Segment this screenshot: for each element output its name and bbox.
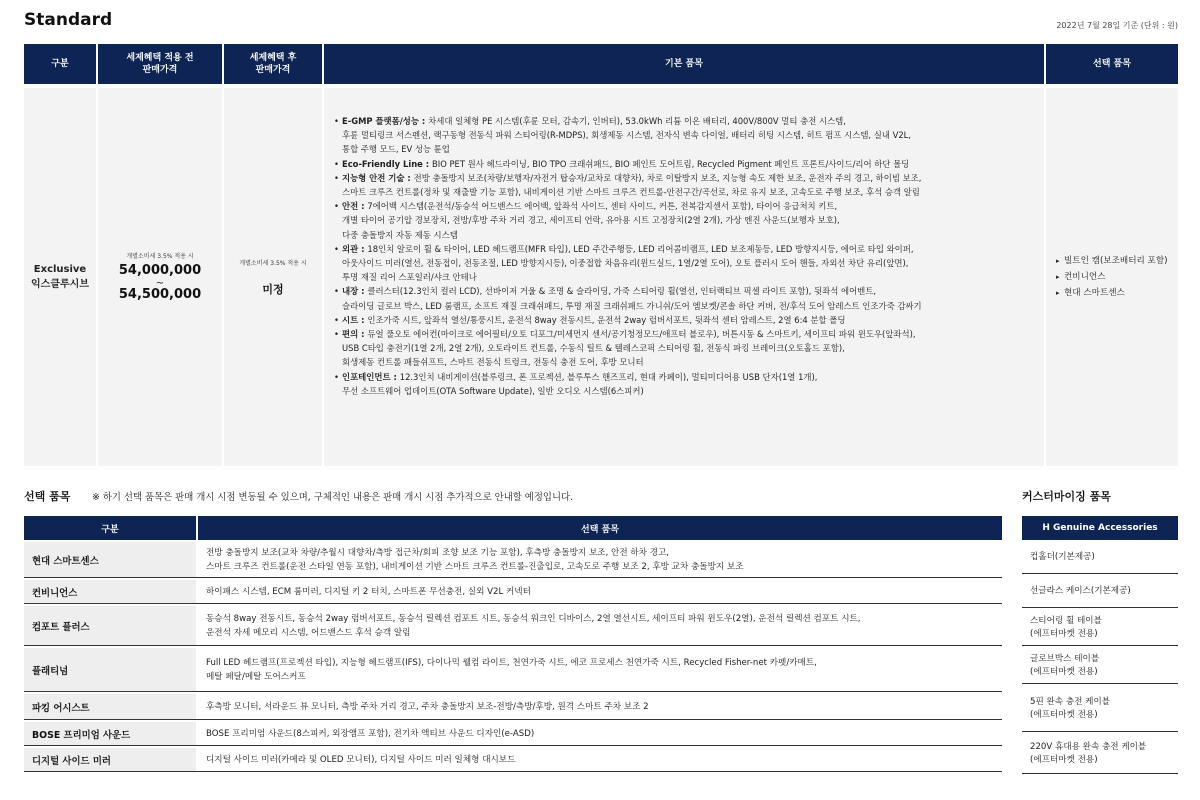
feature-safety: • 안전 : 7에어백 시스템(운전석/동승석 어드밴스드 에어백, 앞좌석 사이드, 센터 사이드, 커튼, 전복감지센서 포함), 타이어 응급처치 키트, 개별 타이어 공기압 경보장치, 전방/후방 주차 거리 경고, 세이프티 언락, 유아용 시트 고정장치(2열 2개), 가상 엔진 사운드(보행자 보호), 다중 충돌방지 자동 제동 시스템 — [334, 201, 840, 240]
header-basic-items: 기본 품목 — [324, 44, 1044, 84]
row-desc: Full LED 헤드램프(프로젝션 타입), 지능형 헤드램프(IFS), 다이나믹 웰컴 라이트, 천연가죽 시트, 에코 프로세스 천연가죽 시트, Recycled Fisher-net 카펫/카매트, 메탈 페달/메탈 도어스커프 — [206, 657, 817, 682]
row-desc: BOSE 프리미엄 사운드(8스피커, 외장앰프 포함), 전기차 액티브 사운드 디자인(e-ASD) — [206, 728, 535, 739]
options-cell — [1046, 88, 1178, 466]
list-item: 5핀 완속 충전 케이블 (에프터마켓 전용) — [1022, 686, 1178, 732]
feature-egmp: • E-GMP 플랫폼/성능 : 차세대 일체형 PE 시스템(후륜 모터, 감속기, 인버터), 53.0kWh 리튬 이온 배터리, 400V/800V 멀티 충전 시스템, 후륜 멀티링크 서스펜션, 랙구동형 전동식 파워 스티어링(R-MDPS), 회생제동 시스템, 전자식 변속 다이얼, 배터리 히팅 시스템, 히트 펌프 시스템, 실내 V2L, 통합 주행 모드, EV 성능 튠업 — [334, 116, 911, 155]
header-price-after-line2: 판매가격 — [255, 65, 291, 75]
selection-title: 선택 품목 — [24, 490, 71, 503]
feature-interior: • 내장 : 클러스터(12.3인치 컬러 LCD), 선바이저 거울 & 조명 & 슬라이딩, 가죽 스티어링 휠(열선, 인터랙티브 픽셀 라이트 포함), 뒷좌석 에어벤트, 슬라이딩 글로브 박스, LED 룸램프, 소프트 재질 크래쉬패드, 투명 재질 크래쉬패드 가니쉬/도어 엠보켓/콘솔 하단 커버, 전/후석 도어 암레스트 인조가죽 감싸기 — [334, 286, 922, 311]
table-row — [24, 722, 1002, 746]
customizing-header: H Genuine Accessories — [1022, 516, 1178, 540]
header-price-before-line2: 판매가격 — [142, 65, 178, 75]
row-name: 컨비니언스 — [24, 580, 196, 603]
table-row — [24, 748, 1002, 772]
price-before-low: 54,000,000 — [118, 263, 202, 279]
selection-note: ※ 하기 선택 품목은 판매 개시 시점 변동될 수 있으며, 구체적인 내용은 판매 개시 시점 추가적으로 안내할 예정입니다. — [92, 492, 574, 503]
row-name: 현대 스마트센스 — [24, 542, 196, 577]
header-price-after — [224, 44, 322, 84]
feature-eco: • Eco-Friendly Line : BIO PET 원사 헤드라이닝, BIO TPO 크래쉬패드, BIO 페인트 도어트림, Recycled Pigment 페인트 프론트/사이드/리어 하단 몰딩 — [334, 158, 910, 169]
trim-price-table — [24, 44, 1178, 468]
list-item: 스티어링 휠 테이블 (에프터마켓 전용) — [1022, 610, 1178, 646]
header-options: 선택 품목 — [1046, 44, 1178, 84]
price-after-note: 개별소비세 3.5% 적용 시 — [239, 259, 307, 267]
page-title: Standard — [24, 10, 113, 30]
basic-features-cell — [324, 88, 1044, 466]
table-row — [24, 648, 1002, 692]
list-item: 글로브박스 테이블 (에프터마켓 전용) — [1022, 648, 1178, 684]
price-before-cell — [98, 88, 222, 466]
row-name: BOSE 프리미엄 사운드 — [24, 722, 196, 745]
header-price-after-line1: 세제혜택 후 — [249, 52, 297, 63]
table-row — [24, 542, 1002, 578]
table-row — [24, 694, 1002, 720]
selection-header-category: 구분 — [24, 516, 196, 540]
trim-name-ko: 익스클루시브 — [31, 279, 89, 290]
option-item: ▸ 현대 스마트센스 — [1056, 285, 1178, 301]
row-name: 디지털 사이드 미러 — [24, 748, 196, 771]
price-before-note: 개별소비세 3.5% 적용 시 — [126, 253, 194, 261]
price-before-high: 54,500,000 — [118, 287, 202, 302]
price-after-cell — [224, 88, 322, 466]
trim-name-cell — [24, 88, 96, 466]
row-desc: 동승석 8way 전동시트, 동승석 2way 럼버서포트, 동승석 릴렉션 컴포트 시트, 동승석 워크인 디바이스, 2열 열선시트, 세이프티 파워 윈도우(2열), 운전석 릴렉션 컴포트 시트, 운전석 자세 메모리 시스템, 어드밴스드 후석 승객 알림 — [206, 613, 861, 638]
list-item: 컵홀더(기본제공) — [1022, 542, 1178, 574]
feature-exterior: • 외관 : 18인치 알로이 휠 & 타이어, LED 헤드램프(MFR 타입), LED 주간주행등, LED 리어콤비램프, LED 보조제동등, LED 방향지시등, 에어로 타입 와이퍼, 아웃사이드 미러(열선, 전동접이, 전동조절, LED 방향지시등), 이중접합 차음유리(윈드실드, 1열/2열 도어), 오토 플러시 도어 핸들, 자외선 차단 유리(앞면), 투명 재질 리어 스포일러/샤크 안테나 — [334, 243, 914, 283]
row-desc: 디지털 사이드 미러(카메라 및 OLED 모니터), 디지털 사이드 미러 일체형 대시보드 — [206, 754, 516, 765]
selection-header-items: 선택 품목 — [198, 516, 1002, 540]
row-desc: 전방 충돌방지 보조(교차 차량/추월시 대향차/측방 접근차/회피 조향 보조 기능 포함), 후측방 충돌방지 보조, 안전 하차 경고, 스마트 크루즈 컨트롤(운전 스타일 연동 포함), 내비게이션 기반 스마트 크루즈 컨트롤-진출입로, 고속도로 주행 보조 2, 후방 교차 충돌방지 보조 — [206, 547, 744, 572]
list-item: 220V 휴대용 완속 충전 케이블 (에프터마켓 전용) — [1022, 734, 1178, 774]
feature-infotainment: • 인포테인먼트 : 12.3인치 내비게이션(블루링크, 폰 프로젝션, 블루투스 핸즈프리, 현대 카페이), 멀티미디어용 USB 단자(1열 1개), 무선 소프트웨어 업데이트(OTA Software Update), 일반 오디오 시스템(6스피커) — [334, 371, 818, 396]
row-name: 파킹 어시스트 — [24, 694, 196, 719]
row-desc: 하이패스 시스템, ECM 룸미러, 디지털 키 2 터치, 스마트폰 무선충전, 실외 V2L 커넥터 — [206, 586, 531, 597]
header-price-before — [98, 44, 222, 84]
row-name: 컴포트 플러스 — [24, 606, 196, 645]
triangle-bullet-icon: ▸ — [1056, 289, 1060, 297]
feature-intelligent-safety: • 지능형 안전 기술 : 전방 충돌방지 보조(차량/보행자/자전거 탑승자/교차로 대향차), 차로 이탈방지 보조, 지능형 속도 제한 보조, 운전자 주의 경고, 하이빔 보조, 스마트 크루즈 컨트롤(정차 및 재출발 기능 포함), 내비게이션 기반 스마트 크루즈 컨트롤-안전구간/곡선로, 차로 유지 보조, 고속도로 주행 보조, 후석 승객 알림 — [334, 172, 922, 198]
price-after-value: 미정 — [262, 282, 284, 296]
trim-name-en: Exclusive — [33, 264, 87, 275]
date-note: 2022년 7월 28일 기준 (단위 : 원) — [1056, 21, 1178, 30]
triangle-bullet-icon: ▸ — [1056, 273, 1060, 281]
price-range-tilde: ~ — [155, 278, 165, 289]
header-category: 구분 — [24, 44, 96, 84]
header-price-before-line1: 세제혜택 적용 전 — [126, 52, 194, 63]
option-item: ▸ 빌트인 캠(보조배터리 포함) — [1056, 253, 1178, 269]
row-desc: 후측방 모니터, 서라운드 뷰 모니터, 측방 주차 거리 경고, 주차 충돌방지 보조-전방/측방/후방, 원격 스마트 주차 보조 2 — [206, 701, 649, 712]
option-item: ▸ 컨비니언스 — [1056, 269, 1178, 285]
triangle-bullet-icon: ▸ — [1056, 257, 1060, 265]
table-row — [24, 580, 1002, 604]
row-name: 플래티넘 — [24, 648, 196, 691]
customizing-title: 커스터마이징 품목 — [1022, 490, 1111, 503]
feature-seat: • 시트 : 인조가죽 시트, 앞좌석 열선/통풍시트, 운전석 8way 전동시트, 운전석 2way 럼버서포트, 뒷좌석 센터 암레스트, 2열 6:4 분할 폴딩 — [334, 314, 846, 325]
feature-convenience: • 편의 : 듀얼 풀오토 에어컨(마이크로 에어필터/오토 디포그/미세먼지 센서/공기청정모드/애프터 블로우), 버튼시동 & 스마트키, 세이프티 파워 윈도우(앞좌석), USB C타입 충전기(1열 2개, 2열 2개), 오토라이트 컨트롤, 수동식 틸트 & 텔레스코픽 스티어링 휠, 전동식 파킹 브레이크(오토홀드 포함), 회생제동 컨트롤 패들쉬프트, 스마트 전동식 트렁크, 전동식 충전 도어, 후방 모니터 — [334, 329, 916, 368]
list-item: 선글라스 케이스(기본제공) — [1022, 576, 1178, 608]
table-row — [24, 606, 1002, 646]
